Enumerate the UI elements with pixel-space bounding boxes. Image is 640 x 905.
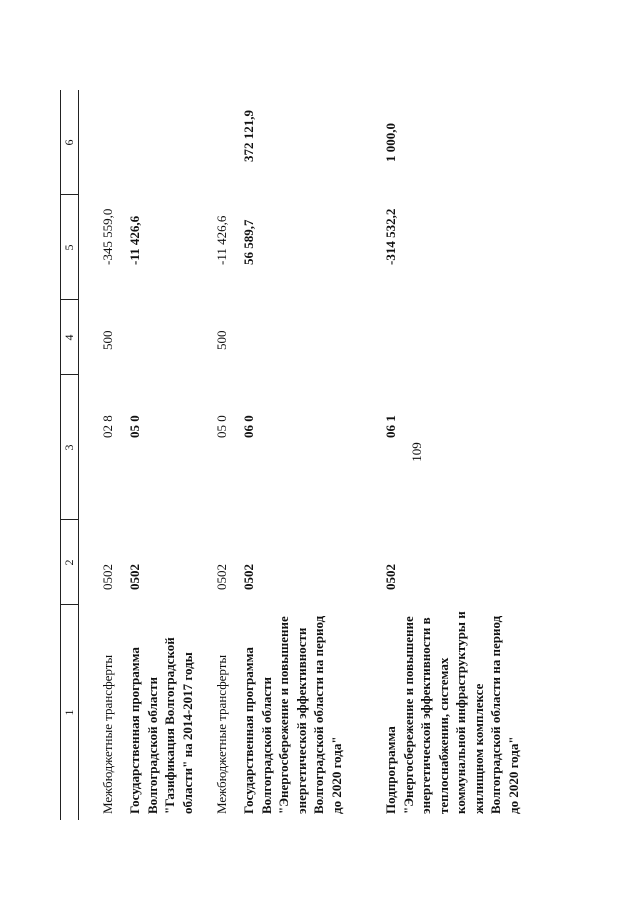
row-name: Государственная программа Волгоградской области "Энергосбережение и повышение энергетической эффективности Волгоградской области на период до 2020 года" bbox=[241, 615, 344, 814]
row-type-code: 500 bbox=[100, 330, 115, 350]
row-amount: -345 559,0 bbox=[100, 208, 115, 265]
row-amount: -11 426,6 bbox=[127, 215, 142, 265]
row-col6: 372 121,9 bbox=[241, 110, 256, 162]
row-type-code: 500 bbox=[214, 330, 229, 350]
row-section-code: 0502 bbox=[241, 564, 256, 590]
header-col-6: 6 bbox=[62, 139, 76, 146]
header-col-3: 3 bbox=[62, 444, 76, 451]
row-section-code: 0502 bbox=[383, 564, 398, 590]
page-number: 109 bbox=[409, 442, 424, 462]
row-target-code: 06 1 bbox=[383, 415, 398, 438]
row-name: Подпрограмма "Энергосбережение и повышение энергетической эффективности в теплоснабжении, системах коммунальной инфраструктуры и жилищном комплексе Волгоградской области на период до 2020 года" bbox=[383, 611, 521, 814]
row-name: Межбюджетные трансферты bbox=[100, 654, 115, 814]
row-target-code: 05 0 bbox=[127, 415, 142, 438]
header-col-5: 5 bbox=[62, 244, 76, 251]
row-target-code: 02 8 bbox=[100, 415, 115, 438]
row-section-code: 0502 bbox=[127, 564, 142, 590]
row-section-code: 0502 bbox=[100, 564, 115, 590]
row-col6: 1 000,0 bbox=[383, 123, 398, 162]
row-section-code: 0502 bbox=[214, 564, 229, 590]
header-col-2: 2 bbox=[62, 559, 76, 566]
header-col-4: 4 bbox=[62, 334, 76, 341]
row-amount: -314 532,2 bbox=[383, 208, 398, 265]
row-target-code: 05 0 bbox=[214, 415, 229, 438]
table-header-rule bbox=[78, 90, 79, 820]
row-name: Государственная программа Волгоградской области "Газификация Волгоградской области" на 2014-2017 годы bbox=[127, 637, 195, 814]
row-name: Межбюджетные трансферты bbox=[214, 654, 229, 814]
row-amount: -11 426,6 bbox=[214, 215, 229, 265]
row-target-code: 06 0 bbox=[241, 415, 256, 438]
rotated-table bbox=[60, 90, 620, 820]
header-col-1: 1 bbox=[62, 709, 76, 716]
row-amount: 56 589,7 bbox=[241, 219, 256, 265]
